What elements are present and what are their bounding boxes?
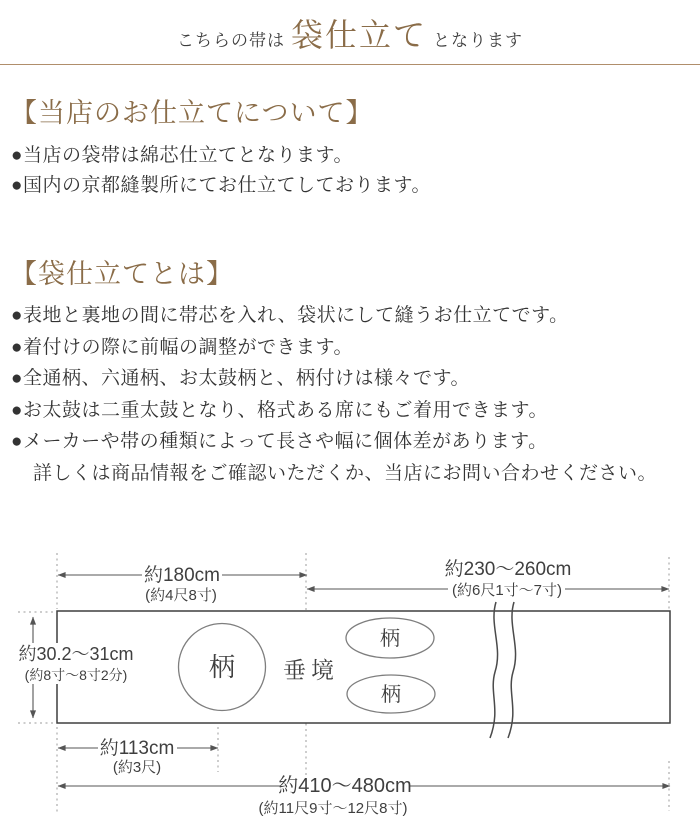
bullet-item: ●表地と裏地の間に帯芯を入れ、袋状にして縫うお仕立てです。 [11,305,569,326]
bullet-item-continued: 詳しくは商品情報をご確認いただくか、当店にお問い合わせください。 [33,462,658,484]
dim-total-shaku: (約11尺9寸〜12尺8寸) [258,800,408,817]
dim-top-right-shaku: (約6尺1寸〜7寸) [451,582,563,599]
boundary-label: 垂境 [283,657,339,683]
section-heading-fukuro: 【袋仕立てとは】 [10,259,234,289]
dim-total-cm: 約410〜480cm [278,775,412,797]
section-heading-shop: 【当店のお仕立てについて】 [10,98,374,128]
section-shop-bullets [11,141,431,200]
bullet-item: ●メーカーや帯の種類によって長さや幅に個体差があります。 [11,431,548,452]
title-emphasis: 袋仕立て [290,17,427,53]
obi-measurement-diagram [0,545,700,840]
dim-bottom-left-shaku: (約3尺) [112,759,162,776]
dim-width-cm: 約30.2〜31cm [18,644,134,664]
bullet-item: ●全通柄、六通柄、お太鼓柄と、柄付けは様々です。 [11,368,470,389]
pattern-label-large: 柄 [208,652,236,682]
dim-bottom-left-cm: 約113cm [99,738,175,759]
title-divider [0,64,700,65]
pattern-label-bottom: 柄 [381,684,401,706]
title-prefix: こちらの帯は [176,31,285,50]
bullet-item: ●お太鼓は二重太鼓となり、格式ある席にもご着用できます。 [11,399,548,421]
dim-width-shaku: (約8寸〜8寸2分) [24,667,128,683]
page-title [0,10,700,56]
bullet-item: ●国内の京都縫製所にてお仕立てしております。 [11,174,431,196]
section-fukuro-bullets [11,300,657,489]
dim-top-left-cm: 約180cm [143,565,221,586]
pattern-label-top: 柄 [380,628,400,650]
dim-top-right-cm: 約230〜260cm [444,559,572,580]
obi-body-outline [57,611,670,723]
bullet-item: ●当店の袋帯は綿芯仕立てとなります。 [11,145,353,166]
title-suffix: となります [433,31,523,50]
dim-top-left-shaku: (約4尺8寸) [145,587,217,604]
bullet-item: ●着付けの際に前幅の調整ができます。 [11,336,353,358]
